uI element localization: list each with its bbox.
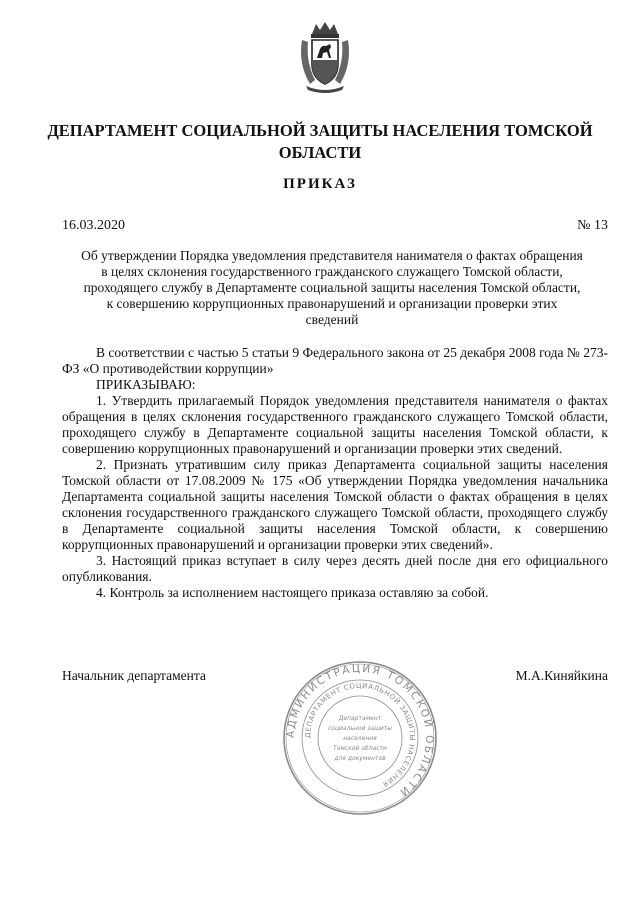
document-type: ПРИКАЗ [283,176,357,192]
order-number: № 13 [577,218,608,233]
order-item: 3. Настоящий приказ вступает в силу через десять дней после дня его официального опубликования. [62,553,608,584]
stamp-outer-text: АДМИНИСТРАЦИЯ ТОМСКОЙ ОБЛАСТИ [284,662,436,800]
order-item: 1. Утвердить прилагаемый Порядок уведомления представителя нанимателя о фактах обращения в целях склонения государственного гражданского служащего Томской области, проходящего службу в Департаменте социальной защиты населения Томской области, к совершению коррупционных правонарушений и организации проверки этих сведений. [62,393,608,456]
order-date: 16.03.2020 [62,218,125,233]
order-item: 2. Признать утратившим силу приказ Департамента социальной защиты населения Томской области от 17.08.2009 № 175 «Об утверждении Порядка уведомления начальника Департамента социальной защиты населения Томской области о фактах обращения в целях склонения государственного гражданского служащего Томской области, проходящего службу в Департаменте социальной защиты населения Томской области, к совершению коррупционных правонарушений и организации проверки этих сведений». [62,457,608,552]
order-verb: ПРИКАЗЫВАЮ: [96,377,196,392]
official-stamp [280,658,440,818]
order-subject: Об утверждении Порядка уведомления представителя нанимателя о фактах обращения в целях склонения государственного гражданского служащего Томской области, проходящего службу в Департаменте социальной защиты населения Томской области, к совершению коррупционных правонарушений и организации проверки этих сведений [81,248,583,327]
signer-name: М.А.Киняйкина [515,668,608,683]
stamp-center-line: для документов [334,755,386,762]
stamp-center-line: Департамент [338,715,382,722]
stamp-center-line: населения [343,735,377,742]
stamp-center-line: Томской области [333,745,387,752]
signer-title: Начальник департамента [62,668,206,683]
preamble: В соответствии с частью 5 статьи 9 Федерального закона от 25 декабря 2008 года № 273-ФЗ «О противодействии коррупции» [62,345,608,376]
organization-title: ДЕПАРТАМЕНТ СОЦИАЛЬНОЙ ЗАЩИТЫ НАСЕЛЕНИЯ ТОМСКОЙ ОБЛАСТИ [47,121,593,162]
stamp-center-line: социальной защиты [327,725,393,732]
stamp-inner-text: ДЕПАРТАМЕНТ СОЦИАЛЬНОЙ ЗАЩИТЫ НАСЕЛЕНИЯ [303,681,417,789]
order-body [62,345,608,601]
coat-of-arms-icon [296,20,354,94]
order-item: 4. Контроль за исполнением настоящего приказа оставляю за собой. [96,585,489,600]
